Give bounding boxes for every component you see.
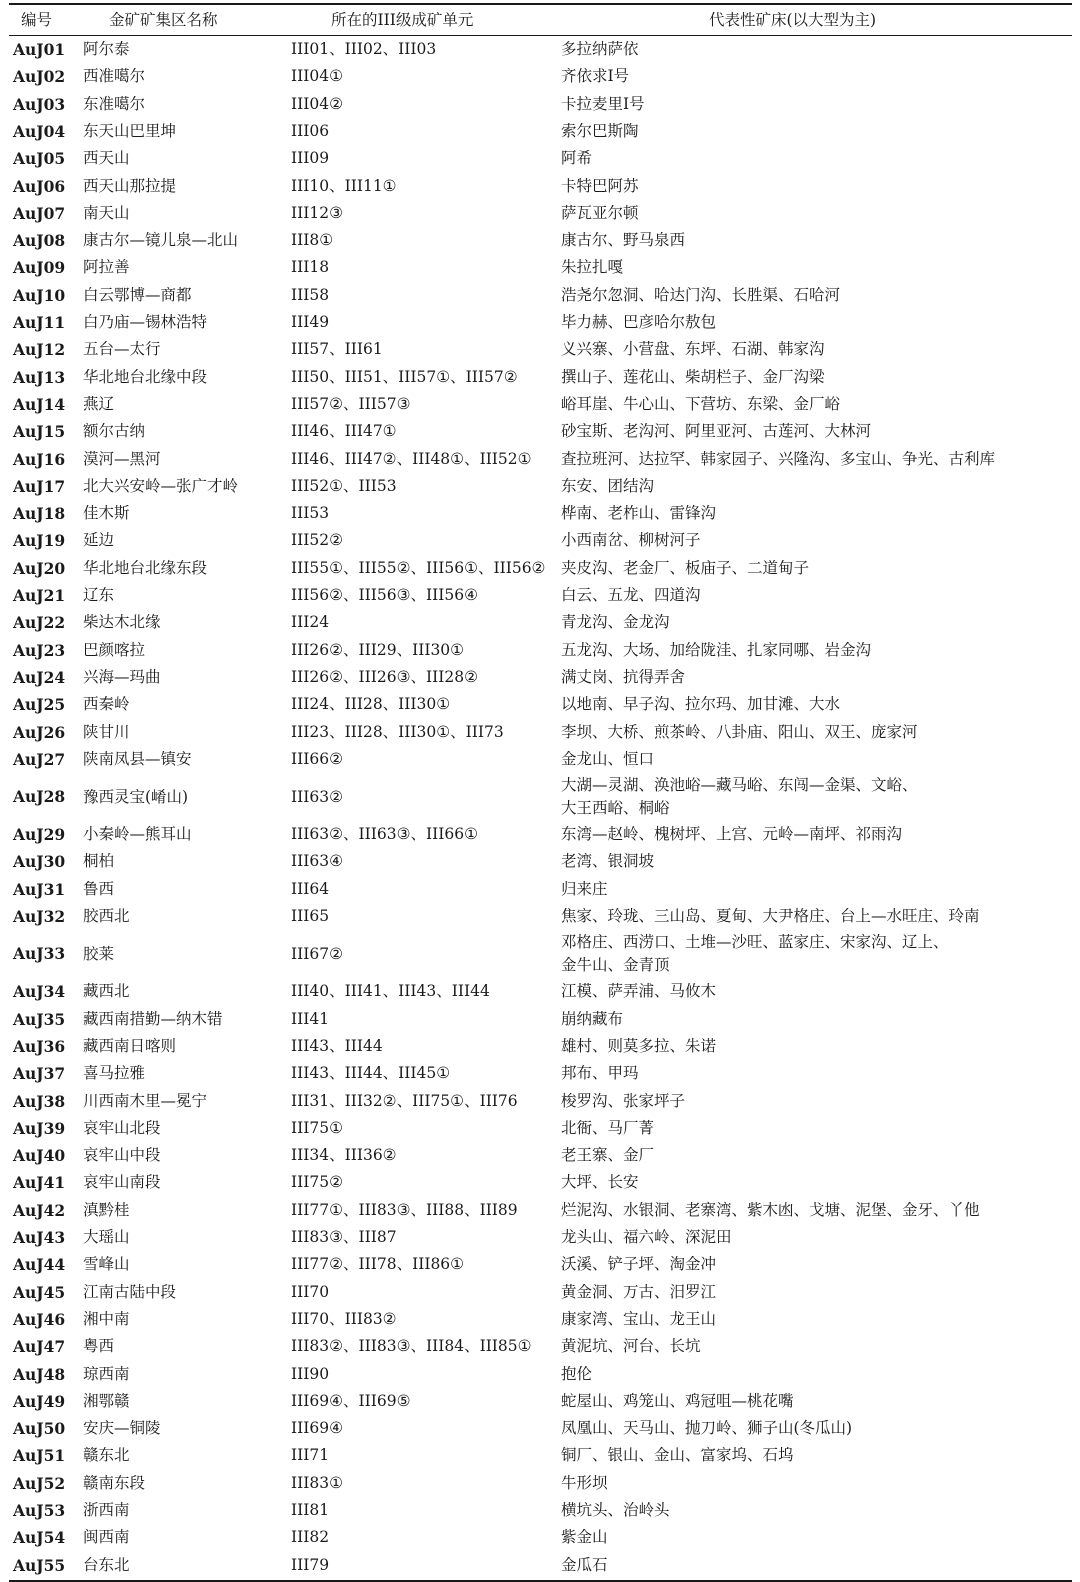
cell-unit: III40、III41、III43、III44 — [291, 982, 490, 1001]
table-row — [9, 1088, 1072, 1115]
cell-deposits: 夹皮沟、老金厂、板庙子、二道甸子 — [561, 558, 810, 577]
cell-id: AuJ22 — [13, 613, 66, 633]
table-row — [9, 309, 1072, 336]
cell-deposits: 浩尧尔忽洞、哈达门沟、长胜渠、石哈河 — [561, 285, 841, 304]
cell-deposits: 朱拉扎嘎 — [561, 258, 624, 277]
cell-id: AuJ33 — [13, 944, 66, 964]
cell-id: AuJ39 — [13, 1118, 66, 1138]
cell-deposits: 东湾—赵岭、槐树坪、上宫、元岭—南坪、祁雨沟 — [561, 825, 903, 844]
cell-deposits: 雄村、则莫多拉、朱诺 — [561, 1036, 717, 1055]
cell-unit: III46、III47②、III48①、III52① — [291, 449, 532, 468]
cell-id: AuJ02 — [13, 67, 66, 87]
cell-deposits: 白云、五龙、四道沟 — [561, 586, 701, 604]
cell-deposits: 蛇屋山、鸡笼山、鸡冠咀—桃花嘴 — [561, 1391, 794, 1410]
cell-id: AuJ19 — [13, 531, 66, 551]
cell-name: 南天山 — [83, 203, 130, 222]
cell-id: AuJ50 — [13, 1419, 66, 1439]
cell-unit: III69④、III69⑤ — [291, 1391, 411, 1410]
cell-id: AuJ55 — [13, 1555, 66, 1575]
cell-unit: III64 — [291, 879, 330, 898]
table-row — [9, 1006, 1072, 1033]
cell-id: AuJ42 — [13, 1200, 66, 1220]
cell-unit: III65 — [291, 907, 330, 925]
cell-deposits: 江模、萨弄浦、马攸木 — [561, 982, 717, 1001]
cell-unit: III53 — [291, 504, 330, 523]
cell-id: AuJ30 — [13, 852, 66, 872]
table-row — [9, 1470, 1072, 1497]
cell-name: 燕辽 — [83, 394, 115, 413]
cell-unit: III26②、III26③、III28② — [291, 667, 478, 686]
cell-deposits: 满丈岗、抗得弄舍 — [561, 667, 686, 686]
cell-id: AuJ21 — [13, 586, 66, 605]
cell-id: AuJ47 — [13, 1337, 66, 1357]
cell-deposits: 邦布、甲玛 — [561, 1064, 639, 1083]
cell-id: AuJ17 — [13, 476, 66, 496]
header-name: 金矿矿集区名称 — [109, 11, 218, 29]
cell-unit: III81 — [291, 1501, 330, 1519]
cell-deposits: 峪耳崖、牛心山、下营坊、东梁、金厂峪 — [561, 394, 841, 413]
table-row — [9, 364, 1072, 391]
cell-unit: III24 — [291, 613, 330, 632]
cell-deposits: 老湾、银洞坡 — [561, 852, 655, 871]
cell-deposits: 五龙沟、大场、加给陇洼、扎家同哪、岩金沟 — [561, 640, 872, 659]
cell-name: 豫西灵宝(崤山) — [83, 788, 189, 807]
cell-name: 藏西南日喀则 — [83, 1036, 177, 1055]
cell-id: AuJ34 — [13, 982, 66, 1002]
cell-deposits: 梭罗沟、张家坪子 — [561, 1091, 686, 1110]
cell-id: AuJ51 — [13, 1446, 66, 1466]
table-row — [9, 848, 1072, 875]
cell-name: 辽东 — [83, 586, 115, 604]
table-row — [9, 254, 1072, 281]
cell-name: 华北地台北缘东段 — [83, 558, 208, 577]
cell-unit: III8① — [291, 231, 334, 250]
cell-deposits: 砂宝斯、老沟河、阿里亚河、古莲河、大林河 — [561, 422, 872, 441]
cell-name: 闽西南 — [83, 1528, 130, 1547]
cell-unit: III58 — [291, 285, 330, 304]
cell-unit: III69④ — [291, 1419, 343, 1438]
cell-unit: III77①、III83③、III88、III89 — [291, 1200, 518, 1219]
cell-name: 赣东北 — [83, 1446, 130, 1465]
table-row — [9, 1142, 1072, 1169]
cell-id: AuJ27 — [13, 749, 66, 769]
cell-name: 小秦岭—熊耳山 — [83, 825, 192, 844]
cell-deposits: 黄泥坑、河台、长坑 — [561, 1337, 701, 1356]
cell-deposits: 查拉班河、达拉罕、韩家园子、兴隆沟、多宝山、争光、古利库 — [561, 449, 996, 468]
table-row — [9, 978, 1072, 1005]
cell-name: 五台—太行 — [83, 340, 161, 359]
cell-name: 藏西北 — [83, 982, 130, 1001]
table-row — [9, 1224, 1072, 1251]
cell-id: AuJ52 — [13, 1473, 66, 1493]
cell-id: AuJ04 — [13, 121, 66, 141]
table-row — [9, 446, 1072, 473]
table-row — [9, 609, 1072, 636]
cell-name: 哀牢山南段 — [83, 1173, 161, 1192]
cell-name: 东准噶尔 — [83, 94, 146, 113]
table-row — [9, 637, 1072, 664]
cell-id: AuJ15 — [13, 422, 66, 442]
table-row — [9, 391, 1072, 418]
cell-deposits: 龙头山、福六岭、深泥田 — [561, 1228, 732, 1246]
table-row — [9, 1415, 1072, 1442]
cell-name: 鲁西 — [83, 879, 115, 898]
cell-unit: III18 — [291, 258, 330, 277]
cell-id: AuJ01 — [13, 40, 66, 59]
cell-deposits: 青龙沟、金龙沟 — [561, 613, 670, 632]
cell-deposits: 大湖—灵湖、涣池峪—藏马峪、东闯—金渠、文峪、 — [561, 776, 918, 795]
table-row — [9, 876, 1072, 903]
table-row — [9, 1442, 1072, 1469]
cell-deposits: 萨瓦亚尔顿 — [561, 203, 639, 222]
table-row — [9, 664, 1072, 691]
cell-deposits: 崩纳藏布 — [561, 1009, 624, 1028]
cell-name: 赣南东段 — [83, 1473, 146, 1492]
cell-unit: III75① — [291, 1118, 343, 1137]
cell-deposits: 凤凰山、天马山、抛刀岭、狮子山(冬瓜山) — [561, 1419, 853, 1438]
cell-deposits: 牛形坝 — [561, 1473, 608, 1492]
cell-id: AuJ24 — [13, 667, 66, 687]
cell-deposits: 邓格庄、西涝口、土堆—沙旺、蓝家庄、宋家沟、辽上、 — [561, 933, 949, 952]
table-row — [9, 691, 1072, 718]
cell-unit: III77②、III78、III86① — [291, 1255, 465, 1274]
cell-name: 华北地台北缘中段 — [83, 367, 208, 386]
table-row — [9, 500, 1072, 527]
cell-deposits: 桦南、老柞山、雷锋沟 — [561, 504, 717, 523]
table-row — [9, 173, 1072, 200]
cell-id: AuJ11 — [13, 313, 66, 332]
cell-unit: III70、III83② — [291, 1309, 397, 1328]
cell-name: 江南古陆中段 — [83, 1282, 177, 1301]
cell-unit: III12③ — [291, 203, 343, 222]
cell-unit: III70 — [291, 1282, 330, 1301]
cell-name: 台东北 — [83, 1555, 130, 1574]
cell-name: 延边 — [83, 531, 115, 550]
cell-id: AuJ45 — [13, 1282, 66, 1302]
cell-id: AuJ54 — [13, 1528, 66, 1548]
table-row — [9, 1279, 1072, 1306]
cell-id: AuJ18 — [13, 504, 66, 524]
cell-unit: III23、III28、III30①、III73 — [291, 722, 504, 741]
cell-deposits: 齐依求I号 — [561, 67, 630, 86]
cell-id: AuJ26 — [13, 722, 66, 742]
cell-name: 胶莱 — [83, 945, 115, 964]
cell-name: 陕甘川 — [83, 722, 130, 741]
table-row — [9, 821, 1072, 848]
cell-id: AuJ25 — [13, 695, 66, 715]
cell-unit: III83① — [291, 1473, 343, 1492]
table-row — [9, 336, 1072, 363]
cell-name: 巴颜喀拉 — [83, 640, 146, 659]
cell-deposits: 老王寨、金厂 — [561, 1146, 655, 1165]
cell-id: AuJ23 — [13, 640, 66, 660]
header-unit: 所在的III级成矿单元 — [331, 11, 474, 29]
table-row — [9, 118, 1072, 145]
cell-id: AuJ13 — [13, 367, 66, 387]
table-row — [9, 773, 1072, 821]
table-row — [9, 1115, 1072, 1142]
cell-unit: III52①、III53 — [291, 476, 397, 495]
table-row — [9, 1033, 1072, 1060]
cell-deposits: 以地南、早子沟、拉尔玛、加甘滩、大水 — [561, 695, 841, 714]
cell-name: 漠河—黑河 — [83, 449, 161, 468]
table-row — [9, 1524, 1072, 1551]
cell-deposits: 阿希 — [561, 149, 593, 168]
cell-id: AuJ41 — [13, 1173, 66, 1193]
cell-deposits: 康古尔、野马泉西 — [561, 231, 686, 250]
table-row — [9, 582, 1072, 609]
cell-deposits: 横坑头、治岭头 — [561, 1501, 670, 1519]
table-row — [9, 1169, 1072, 1196]
cell-id: AuJ16 — [13, 449, 66, 469]
cell-id: AuJ31 — [13, 879, 66, 899]
cell-deposits: 焦家、玲珑、三山岛、夏甸、大尹格庄、台上—水旺庄、玲南 — [561, 907, 980, 925]
cell-unit: III83③、III87 — [291, 1228, 397, 1246]
cell-name: 康古尔—镜儿泉—北山 — [83, 231, 239, 250]
cell-id: AuJ35 — [13, 1009, 66, 1029]
cell-name: 浙西南 — [83, 1501, 130, 1519]
table-row — [9, 145, 1072, 172]
cell-id: AuJ07 — [13, 203, 66, 223]
cell-unit: III71 — [291, 1446, 330, 1465]
cell-unit: III63④ — [291, 852, 343, 871]
table-row — [9, 63, 1072, 90]
cell-id: AuJ43 — [13, 1228, 66, 1247]
cell-unit: III82 — [291, 1528, 330, 1547]
cell-unit: III83②、III83③、III84、III85① — [291, 1337, 532, 1356]
cell-id: AuJ38 — [13, 1091, 66, 1111]
table-row — [9, 91, 1072, 118]
cell-deposits: 毕力赫、巴彦哈尔敖包 — [561, 313, 717, 331]
cell-unit: III52② — [291, 531, 343, 550]
table-row — [9, 1060, 1072, 1087]
cell-unit: III43、III44、III45① — [291, 1064, 451, 1083]
cell-unit: III46、III47① — [291, 422, 397, 441]
cell-deposits: 铜厂、银山、金山、富家坞、石坞 — [561, 1446, 794, 1465]
table-row — [9, 282, 1072, 309]
cell-id: AuJ06 — [13, 176, 66, 196]
cell-deposits: 多拉纳萨依 — [561, 40, 639, 58]
cell-name: 西秦岭 — [83, 695, 130, 714]
cell-deposits: 金瓜石 — [561, 1555, 608, 1574]
table-row — [9, 527, 1072, 554]
table-row — [9, 1197, 1072, 1224]
cell-deposits: 小西南岔、柳树河子 — [561, 531, 701, 550]
cell-deposits: 黄金洞、万古、汨罗江 — [561, 1282, 717, 1301]
cell-deposits: 义兴寨、小营盘、东坪、石湖、韩家沟 — [561, 340, 825, 359]
cell-deposits: 大坪、长安 — [561, 1173, 639, 1192]
cell-name: 哀牢山中段 — [83, 1146, 161, 1165]
cell-name: 琼西南 — [83, 1364, 130, 1383]
table-header — [9, 5, 1072, 35]
cell-deposits: 大王西峪、桐峪 — [561, 799, 670, 818]
cell-name: 雪峰山 — [83, 1255, 130, 1274]
cell-unit: III63② — [291, 788, 343, 807]
table-row — [9, 200, 1072, 227]
cell-unit: III90 — [291, 1364, 330, 1383]
cell-name: 胶西北 — [83, 907, 130, 925]
cell-name: 桐柏 — [83, 852, 115, 871]
cell-deposits: 金牛山、金青顶 — [561, 956, 670, 975]
cell-name: 川西南木里—冕宁 — [83, 1091, 208, 1110]
table-row — [9, 903, 1072, 930]
cell-deposits: 沃溪、铲子坪、淘金冲 — [561, 1255, 717, 1274]
cell-deposits: 归来庄 — [561, 879, 608, 898]
cell-deposits: 紫金山 — [561, 1528, 608, 1547]
cell-deposits: 康家湾、宝山、龙王山 — [561, 1309, 717, 1328]
cell-name: 安庆—铜陵 — [83, 1419, 161, 1438]
cell-unit: III43、III44 — [291, 1036, 383, 1055]
cell-unit: III49 — [291, 313, 330, 331]
cell-name: 西天山 — [83, 149, 130, 168]
cell-unit: III50、III51、III57①、III57② — [291, 367, 518, 386]
cell-id: AuJ36 — [13, 1036, 66, 1056]
cell-unit: III41 — [291, 1009, 330, 1028]
cell-name: 阿拉善 — [83, 258, 130, 277]
cell-unit: III57②、III57③ — [291, 394, 411, 413]
cell-unit: III06 — [291, 121, 330, 140]
cell-unit: III26②、III29、III30① — [291, 640, 465, 659]
cell-id: AuJ09 — [13, 258, 66, 278]
cell-unit: III56②、III56③、III56④ — [291, 586, 478, 604]
table-row — [9, 473, 1072, 500]
cell-unit: III04② — [291, 94, 343, 113]
cell-deposits: 北衙、马厂菁 — [561, 1118, 655, 1137]
table-row — [9, 1361, 1072, 1388]
cell-id: AuJ37 — [13, 1064, 66, 1084]
cell-name: 藏西南措勤—纳木错 — [83, 1009, 223, 1028]
cell-deposits: 李坝、大桥、煎茶岭、八卦庙、阳山、双王、庞家河 — [561, 722, 918, 741]
cell-unit: III57、III61 — [291, 340, 383, 359]
cell-name: 西天山那拉提 — [83, 176, 177, 195]
cell-unit: III79 — [291, 1555, 330, 1574]
cell-deposits: 抱伦 — [561, 1364, 593, 1383]
header-deposits: 代表性矿床(以大型为主) — [709, 11, 877, 29]
table-row — [9, 1388, 1072, 1415]
cell-deposits: 东安、团结沟 — [561, 476, 655, 495]
cell-id: AuJ49 — [13, 1391, 66, 1411]
cell-id: AuJ53 — [13, 1501, 66, 1520]
table-row — [9, 555, 1072, 582]
cell-id: AuJ40 — [13, 1146, 66, 1166]
table-row — [9, 1497, 1072, 1524]
cell-unit: III24、III28、III30① — [291, 695, 451, 714]
cell-name: 北大兴安岭—张广才岭 — [83, 476, 239, 495]
cell-name: 滇黔桂 — [83, 1200, 130, 1219]
cell-name: 湘鄂赣 — [83, 1391, 130, 1410]
cell-id: AuJ14 — [13, 394, 66, 414]
cell-unit: III09 — [291, 149, 330, 168]
cell-name: 陕南凤县—镇安 — [83, 749, 192, 768]
table-row — [9, 746, 1072, 773]
cell-name: 阿尔泰 — [83, 40, 130, 58]
cell-deposits: 烂泥沟、水银洞、老寨湾、紫木凼、戈塘、泥堡、金牙、丫他 — [561, 1200, 980, 1219]
cell-id: AuJ29 — [13, 825, 66, 845]
cell-name: 柴达木北缘 — [83, 613, 161, 632]
cell-name: 西准噶尔 — [83, 67, 146, 86]
cell-id: AuJ03 — [13, 94, 66, 114]
cell-id: AuJ10 — [13, 285, 66, 305]
cell-unit: III10、III11① — [291, 176, 397, 195]
cell-deposits: 卡拉麦里I号 — [561, 94, 645, 113]
table-row — [9, 1552, 1072, 1579]
table-row — [9, 418, 1072, 445]
cell-id: AuJ12 — [13, 340, 66, 360]
cell-id: AuJ05 — [13, 149, 66, 169]
cell-unit: III63②、III63③、III66① — [291, 825, 478, 844]
table-row — [9, 1251, 1072, 1278]
cell-name: 粤西 — [83, 1337, 115, 1356]
cell-deposits: 金龙山、恒口 — [561, 749, 655, 768]
table-row — [9, 36, 1072, 63]
cell-name: 喜马拉雅 — [83, 1064, 146, 1083]
cell-id: AuJ32 — [13, 907, 66, 926]
cell-id: AuJ20 — [13, 558, 66, 578]
cell-name: 白乃庙—锡林浩特 — [83, 313, 208, 331]
cell-id: AuJ48 — [13, 1364, 66, 1384]
cell-unit: III34、III36② — [291, 1146, 397, 1165]
cell-unit: III75② — [291, 1173, 343, 1192]
header-id: 编号 — [21, 11, 53, 29]
cell-id: AuJ08 — [13, 231, 66, 251]
cell-name: 佳木斯 — [83, 504, 130, 523]
cell-unit: III66② — [291, 749, 343, 768]
cell-name: 哀牢山北段 — [83, 1118, 161, 1137]
cell-unit: III04① — [291, 67, 343, 86]
table-row — [9, 227, 1072, 254]
cell-name: 兴海—玛曲 — [83, 667, 161, 686]
cell-unit: III55①、III55②、III56①、III56② — [291, 558, 546, 577]
table-row — [9, 930, 1072, 978]
cell-name: 湘中南 — [83, 1309, 130, 1328]
cell-name: 大瑶山 — [83, 1228, 130, 1246]
cell-deposits: 撰山子、莲花山、柴胡栏子、金厂沟梁 — [561, 367, 825, 386]
cell-deposits: 卡特巴阿苏 — [561, 176, 639, 195]
cell-id: AuJ46 — [13, 1309, 66, 1329]
cell-id: AuJ28 — [13, 787, 66, 807]
cell-name: 东天山巴里坤 — [83, 121, 177, 140]
table-row — [9, 1306, 1072, 1333]
cell-unit: III01、III02、III03 — [291, 40, 437, 58]
cell-deposits: 索尔巴斯陶 — [561, 121, 639, 140]
cell-name: 白云鄂博—商都 — [83, 285, 192, 304]
cell-unit: III67② — [291, 945, 343, 964]
cell-id: AuJ44 — [13, 1255, 66, 1275]
cell-name: 额尔古纳 — [83, 422, 146, 441]
cell-unit: III31、III32②、III75①、III76 — [291, 1091, 518, 1110]
table-row — [9, 1333, 1072, 1360]
table-row — [9, 719, 1072, 746]
